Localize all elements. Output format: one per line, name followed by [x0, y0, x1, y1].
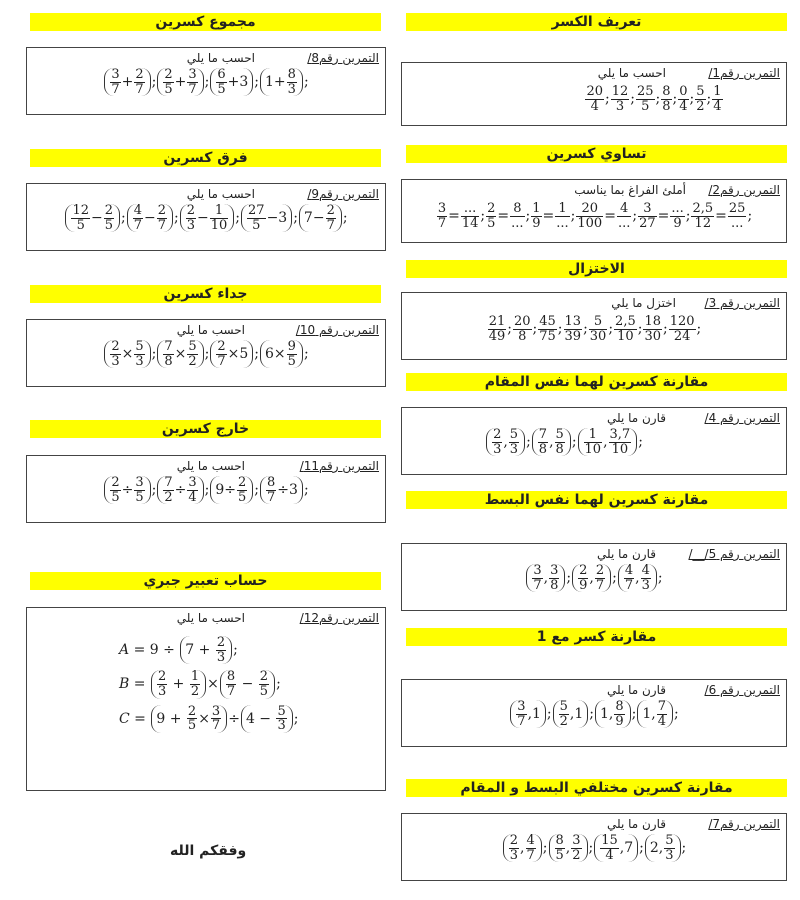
- exercise-1-math: $\frac{20}{4}$ ; $\frac{12}{3}$ ; $\frac{25}{5}$ ; $\frac{8}{8}$ ; $\frac{0}{4}$ ; $\frac{5}{2}$ ; $\frac{1}{4}$: [586, 84, 722, 114]
- exercise-11-label: التمرين رقم11/: [299, 459, 379, 473]
- exercise-5-math: $\frac{3}{7}$ , $\frac{3}{8}$ ; $\frac{2}{9}$ , $\frac{2}{7}$ ; $\frac{4}{7}$ , $\frac{4}{3}$ ;: [402, 564, 786, 592]
- header-fraction-equality: تساوي كسرين: [406, 145, 787, 163]
- exercise-6-math: $\frac{3}{7}$ ,1 ; $\frac{5}{2}$ ,1 ; 1, $\frac{8}{9}$ ; 1, $\frac{7}{4}$ ;: [402, 700, 786, 728]
- exercise-1-box: [401, 62, 787, 126]
- expression-a: A = 9 ÷ 7 + $\frac{2}{3}$ ;: [119, 635, 238, 665]
- exercise-8-box: [26, 47, 386, 115]
- header-quotient-of-fractions: خارج كسرين: [30, 420, 381, 438]
- exercise-2-label: التمرين رقم2/: [708, 183, 780, 197]
- exercise-1-label: التمرين رقم1/: [708, 66, 780, 80]
- exercise-10-instruction: احسب ما يلي: [176, 323, 245, 337]
- exercise-6-box: [401, 679, 787, 747]
- exercise-8-instruction: احسب ما يلي: [186, 51, 255, 65]
- exercise-12-instruction: احسب ما يلي: [176, 611, 245, 625]
- header-same-numerator: مقارنة كسرين لهما نفس البسط: [406, 491, 787, 509]
- exercise-10-box: [26, 319, 386, 387]
- exercise-12-label: التمرين رقم12/: [299, 611, 379, 625]
- header-same-denominator: مقارنة كسرين لهما نفس المقام: [406, 373, 787, 391]
- exercise-11-math: $\frac{2}{5}$ ÷ $\frac{3}{5}$ ; $\frac{7}{2}$ ÷ $\frac{3}{4}$ ; 9÷ $\frac{2}{5}$ ; $\frac{8}{7}$ ÷3 ;: [27, 476, 385, 504]
- exercise-9-box: [26, 183, 386, 251]
- exercise-9-math: $\frac{12}{5}$ − $\frac{2}{5}$ ; $\frac{4}{7}$ − $\frac{2}{7}$ ; $\frac{2}{3}$ − $\frac{1}{10}$ ; $\frac{27}{5}$ −3 ; 7− $\frac{2}{7}$ ;: [27, 204, 385, 232]
- exercise-5-box: [401, 543, 787, 611]
- expression-c: C = 9 + $\frac{2}{5}$ × $\frac{3}{7}$ ÷ 4 − $\frac{5}{3}$ ;: [119, 703, 299, 734]
- header-product-of-fractions: جداء كسرين: [30, 285, 381, 303]
- header-fraction-definition: تعريف الكسر: [406, 13, 787, 31]
- exercise-7-instruction: قارن ما يلي: [606, 817, 666, 831]
- header-algebraic-expression: حساب تعبير جبري: [30, 572, 381, 590]
- exercise-4-box: [401, 407, 787, 475]
- exercise-10-math: $\frac{2}{3}$ × $\frac{5}{3}$ ; $\frac{7}{8}$ × $\frac{5}{2}$ ; $\frac{2}{7}$ ×5 ; 6× $\frac{9}{5}$ ;: [27, 340, 385, 368]
- exercise-4-instruction: قارن ما يلي: [606, 411, 666, 425]
- expression-b: B = $\frac{2}{3}$ + $\frac{1}{2}$ × $\frac{8}{7}$ − $\frac{2}{5}$ ;: [119, 669, 281, 699]
- exercise-5-label: التمرين رقم 5/__/: [688, 547, 780, 561]
- exercise-9-label: التمرين رقم9/: [307, 187, 379, 201]
- header-simplification: الاختزال: [406, 260, 787, 278]
- exercise-8-label: التمرين رقم8/: [307, 51, 379, 65]
- exercise-7-math: $\frac{2}{3}$ , $\frac{4}{7}$ ; $\frac{8}{5}$ , $\frac{3}{2}$ ; $\frac{15}{4}$ ,7 ; 2, $\frac{5}{3}$ ;: [402, 834, 786, 862]
- exercise-3-label: التمرين رقم 3/: [704, 296, 780, 310]
- exercise-8-math: $\frac{3}{7}$ + $\frac{2}{7}$ ; $\frac{2}{5}$ + $\frac{3}{7}$ ; $\frac{6}{5}$ +3 ; 1+ $\frac{8}{3}$ ;: [27, 68, 385, 96]
- exercise-3-box: [401, 292, 787, 360]
- exercise-3-instruction: اختزل ما يلي: [611, 296, 676, 310]
- exercise-2-math: $\frac{3}{7}$ = $\frac{...}{14}$ ; $\frac{2}{5}$ = $\frac{8}{...}$ ; $\frac{1}{9}$ = $\frac{1}{...}$ ; $\frac{20}{100}$ = $\frac{4}{...}$ ; $\frac{3}{27}$ = $\frac{...}{9}$ ; $\frac{2,5}{12}$ = $\frac{25}{...}$ ;: [437, 201, 753, 231]
- closing-text: وفقكم الله: [170, 843, 247, 859]
- exercise-9-instruction: احسب ما يلي: [186, 187, 255, 201]
- exercise-2-instruction: أملئ الفراغ بما يناسب: [574, 183, 686, 197]
- exercise-6-instruction: قارن ما يلي: [606, 683, 666, 697]
- header-different-num-denom: مقارنة كسرين مختلفي البسط و المقام: [406, 779, 787, 797]
- exercise-6-label: التمرين رقم 6/: [704, 683, 780, 697]
- exercise-1-instruction: احسب ما يلي: [597, 66, 666, 80]
- exercise-10-label: التمرين رقم 10/: [295, 323, 379, 337]
- exercise-11-box: [26, 455, 386, 523]
- header-sum-of-fractions: مجموع كسرين: [30, 13, 381, 31]
- exercise-5-instruction: قارن ما يلي: [596, 547, 656, 561]
- exercise-4-label: التمرين رقم 4/: [704, 411, 780, 425]
- exercise-12-box: [26, 607, 386, 791]
- exercise-7-box: [401, 813, 787, 881]
- exercise-12-math: [119, 630, 385, 739]
- header-compare-with-one: مقارنة كسر مع 1: [406, 628, 787, 646]
- exercise-2-box: [401, 179, 787, 243]
- exercise-11-instruction: احسب ما يلي: [176, 459, 245, 473]
- exercise-3-math: $\frac{21}{49}$ ; $\frac{20}{8}$ ; $\frac{45}{75}$ ; $\frac{13}{39}$ ; $\frac{5}{30}$ ; $\frac{2,5}{10}$ ; $\frac{18}{30}$ ; $\frac{120}{24}$ ;: [488, 314, 702, 344]
- header-difference-of-fractions: فرق كسرين: [30, 149, 381, 167]
- exercise-4-math: $\frac{2}{3}$ , $\frac{5}{3}$ ; $\frac{7}{8}$ , $\frac{5}{8}$ ; $\frac{1}{10}$ , $\frac{3,7}{10}$ ;: [402, 428, 786, 456]
- exercise-7-label: التمرين رقم7/: [708, 817, 780, 831]
